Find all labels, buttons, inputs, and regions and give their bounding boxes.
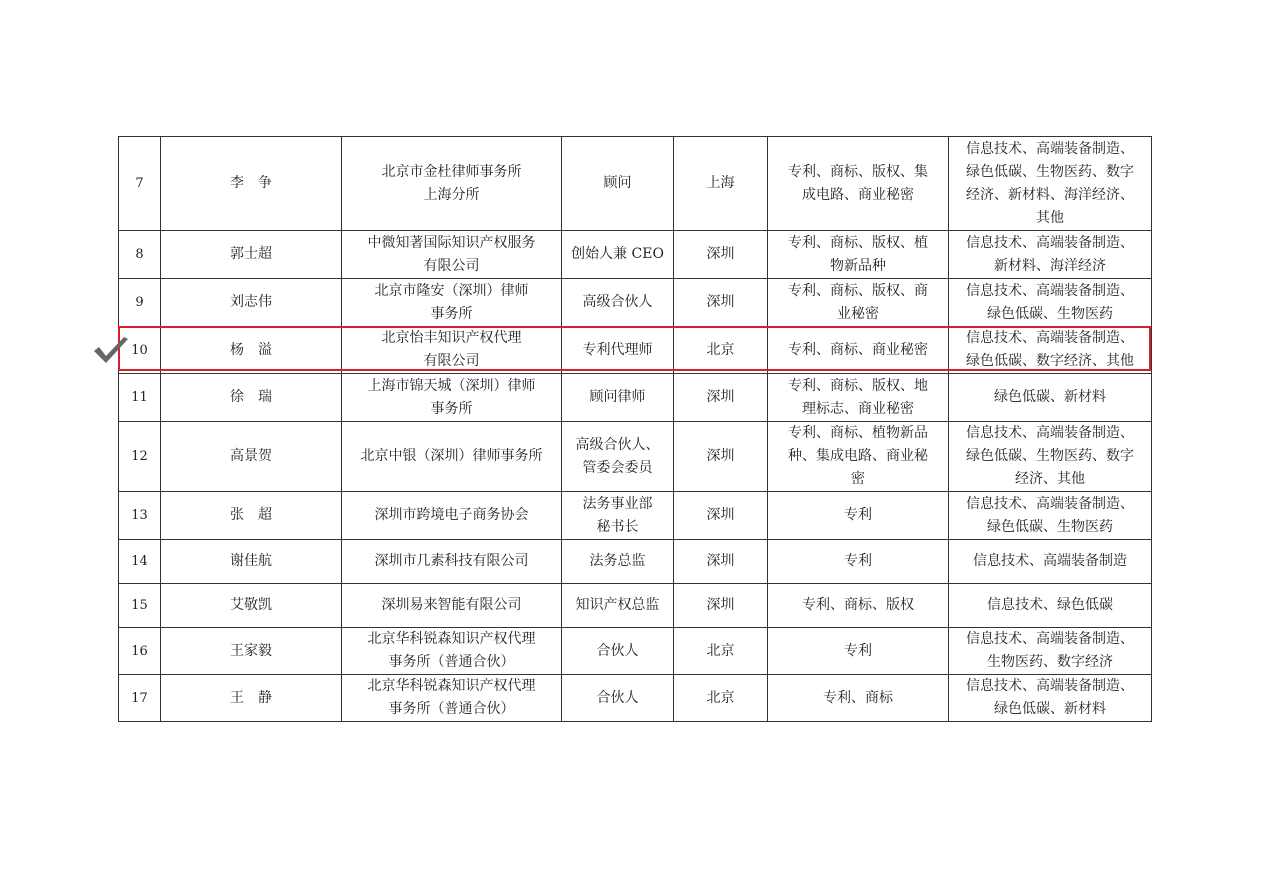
job-title-cell: 专利代理师	[562, 327, 674, 374]
check-icon	[93, 337, 129, 367]
ip-types-cell: 专利	[768, 628, 949, 675]
job-title-cell: 高级合伙人、 管委会委员	[562, 422, 674, 492]
table-row	[119, 540, 1152, 584]
industry-fields-cell: 绿色低碳、新材料	[949, 374, 1152, 422]
person-name-cell: 谢佳航	[161, 540, 342, 584]
row-number-cell: 17	[119, 675, 161, 722]
row-number-cell: 7	[119, 137, 161, 231]
person-name-cell: 郭士超	[161, 231, 342, 279]
job-title-cell: 知识产权总监	[562, 584, 674, 628]
organization-cell: 北京中银（深圳）律师事务所	[342, 422, 562, 492]
ip-types-cell: 专利、商标、版权、商 业秘密	[768, 279, 949, 327]
city-cell: 北京	[674, 327, 768, 374]
person-name-cell: 李 争	[161, 137, 342, 231]
organization-cell: 深圳市几素科技有限公司	[342, 540, 562, 584]
row-number-cell: 9	[119, 279, 161, 327]
person-name-cell: 张 超	[161, 492, 342, 540]
industry-fields-cell: 信息技术、高端装备制造、 绿色低碳、数字经济、其他	[949, 327, 1152, 374]
table-row	[119, 584, 1152, 628]
row-number-cell: 12	[119, 422, 161, 492]
row-number-cell: 13	[119, 492, 161, 540]
ip-types-cell: 专利、商标、商业秘密	[768, 327, 949, 374]
expert-table	[118, 136, 1152, 722]
industry-fields-cell: 信息技术、高端装备制造、 绿色低碳、生物医药、数字 经济、新材料、海洋经济、 其他	[949, 137, 1152, 231]
job-title-cell: 高级合伙人	[562, 279, 674, 327]
ip-types-cell: 专利、商标、版权、地 理标志、商业秘密	[768, 374, 949, 422]
job-title-cell: 合伙人	[562, 675, 674, 722]
organization-cell: 深圳市跨境电子商务协会	[342, 492, 562, 540]
industry-fields-cell: 信息技术、高端装备制造、 生物医药、数字经济	[949, 628, 1152, 675]
organization-cell: 北京市隆安（深圳）律师 事务所	[342, 279, 562, 327]
row-number-cell: 16	[119, 628, 161, 675]
person-name-cell: 艾敬凯	[161, 584, 342, 628]
city-cell: 深圳	[674, 584, 768, 628]
table-row	[119, 628, 1152, 675]
table-row	[119, 137, 1152, 231]
row-number-cell: 15	[119, 584, 161, 628]
person-name-cell: 杨 溢	[161, 327, 342, 374]
table-row	[119, 675, 1152, 722]
person-name-cell: 刘志伟	[161, 279, 342, 327]
job-title-cell: 顾问律师	[562, 374, 674, 422]
person-name-cell: 徐 瑞	[161, 374, 342, 422]
organization-cell: 上海市锦天城（深圳）律师 事务所	[342, 374, 562, 422]
industry-fields-cell: 信息技术、高端装备制造、 绿色低碳、生物医药、数字 经济、其他	[949, 422, 1152, 492]
table-row	[119, 231, 1152, 279]
job-title-cell: 合伙人	[562, 628, 674, 675]
table-row	[119, 279, 1152, 327]
city-cell: 深圳	[674, 279, 768, 327]
industry-fields-cell: 信息技术、高端装备制造、 绿色低碳、生物医药	[949, 279, 1152, 327]
ip-types-cell: 专利、商标、版权	[768, 584, 949, 628]
row-number-cell: 8	[119, 231, 161, 279]
row-number-cell: 14	[119, 540, 161, 584]
ip-types-cell: 专利、商标、版权、集 成电路、商业秘密	[768, 137, 949, 231]
table-row	[119, 422, 1152, 492]
job-title-cell: 法务总监	[562, 540, 674, 584]
city-cell: 深圳	[674, 231, 768, 279]
person-name-cell: 高景贺	[161, 422, 342, 492]
organization-cell: 深圳易来智能有限公司	[342, 584, 562, 628]
city-cell: 深圳	[674, 492, 768, 540]
row-number-cell: 11	[119, 374, 161, 422]
table-row	[119, 327, 1152, 374]
ip-types-cell: 专利、商标、植物新品 种、集成电路、商业秘 密	[768, 422, 949, 492]
city-cell: 深圳	[674, 422, 768, 492]
industry-fields-cell: 信息技术、高端装备制造、 绿色低碳、生物医药	[949, 492, 1152, 540]
job-title-cell: 顾问	[562, 137, 674, 231]
ip-types-cell: 专利、商标	[768, 675, 949, 722]
person-name-cell: 王家毅	[161, 628, 342, 675]
organization-cell: 北京华科锐森知识产权代理 事务所（普通合伙）	[342, 675, 562, 722]
table-row	[119, 492, 1152, 540]
ip-types-cell: 专利	[768, 492, 949, 540]
industry-fields-cell: 信息技术、高端装备制造、 新材料、海洋经济	[949, 231, 1152, 279]
job-title-cell: 创始人兼 CEO	[562, 231, 674, 279]
industry-fields-cell: 信息技术、高端装备制造、 绿色低碳、新材料	[949, 675, 1152, 722]
organization-cell: 北京怡丰知识产权代理 有限公司	[342, 327, 562, 374]
industry-fields-cell: 信息技术、绿色低碳	[949, 584, 1152, 628]
city-cell: 上海	[674, 137, 768, 231]
city-cell: 深圳	[674, 374, 768, 422]
organization-cell: 北京华科锐森知识产权代理 事务所（普通合伙）	[342, 628, 562, 675]
person-name-cell: 王 静	[161, 675, 342, 722]
job-title-cell: 法务事业部 秘书长	[562, 492, 674, 540]
organization-cell: 北京市金杜律师事务所 上海分所	[342, 137, 562, 231]
city-cell: 深圳	[674, 540, 768, 584]
row-number-cell: 10	[119, 327, 161, 374]
city-cell: 北京	[674, 675, 768, 722]
ip-types-cell: 专利、商标、版权、植 物新品种	[768, 231, 949, 279]
city-cell: 北京	[674, 628, 768, 675]
organization-cell: 中微知著国际知识产权服务 有限公司	[342, 231, 562, 279]
industry-fields-cell: 信息技术、高端装备制造	[949, 540, 1152, 584]
ip-types-cell: 专利	[768, 540, 949, 584]
table-row	[119, 374, 1152, 422]
